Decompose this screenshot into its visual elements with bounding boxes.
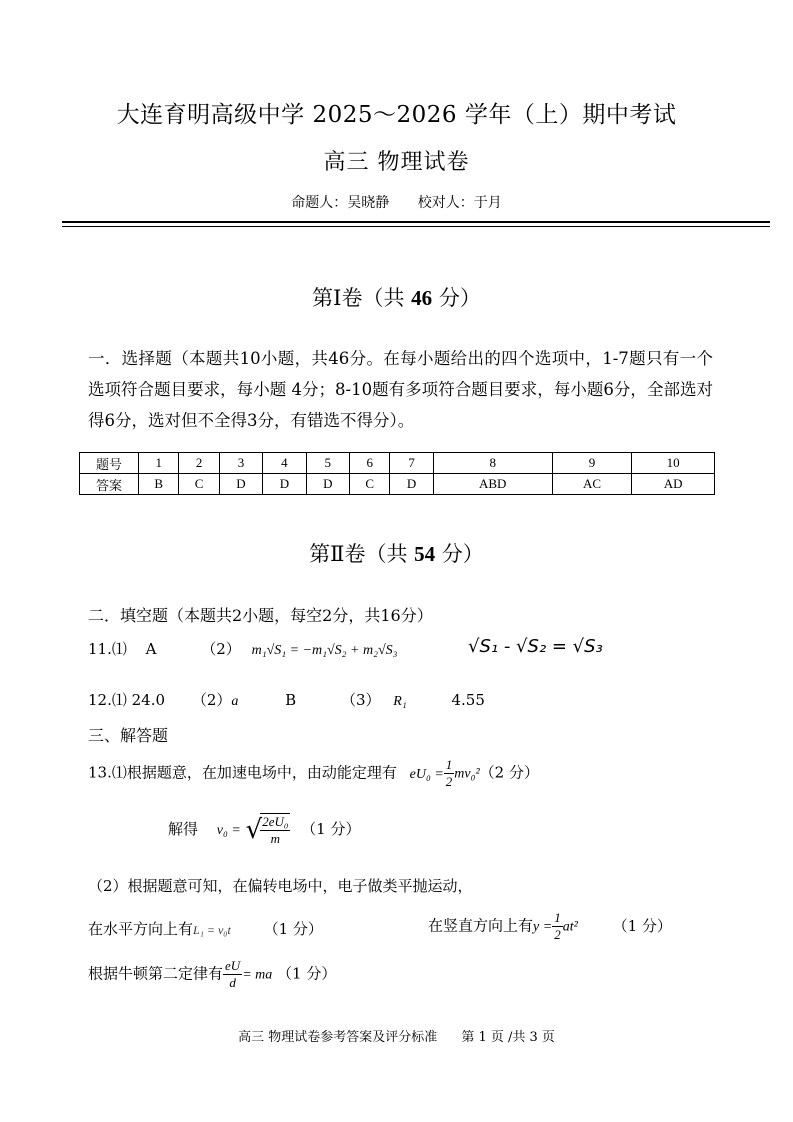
table-cell: 9 [552, 453, 632, 474]
author: 命题人：吴晓静 [291, 195, 390, 211]
table-cell: D [219, 474, 262, 495]
q13-newton-right: = ma [242, 967, 273, 983]
table-cell: C [350, 474, 390, 495]
q13-vert-eq-left: y = [533, 919, 553, 935]
q12-number: 12.⑴ [88, 691, 127, 709]
q13-line-2 [168, 813, 360, 847]
row-label: 答案 [80, 474, 139, 495]
solve-heading: 三、解答题 [88, 726, 169, 745]
q11-sub-2: （2） [201, 640, 241, 658]
q12-sub-3: （3） [340, 691, 381, 709]
table-row-numbers [80, 453, 715, 474]
q11-line [88, 638, 398, 659]
exam-subtitle: 高三 物理试卷 [323, 150, 470, 175]
q13-vert-eq-right: at² [562, 919, 578, 935]
row-label: 题号 [80, 453, 139, 474]
q13-line-1 [88, 757, 539, 790]
header-rule-thick [62, 221, 770, 223]
q12-answer-1: 24.0 [131, 691, 166, 709]
q13-horiz-eq: L₁ = v₀t [193, 923, 231, 937]
table-cell: D [263, 474, 306, 495]
q11-number: 11.⑴ [88, 640, 127, 658]
q13-eq2-fraction: $\frac{\text{2eU₀}}{m}$ [262, 814, 289, 846]
q13-score-3: （1 分） [263, 920, 323, 938]
table-cell: C [179, 474, 219, 495]
table-cell: ABD [433, 474, 552, 495]
q13-score-1: （2 分） [479, 763, 539, 782]
table-cell: B [139, 474, 179, 495]
part1-heading: 第Ⅰ卷（共 46 分） [312, 286, 481, 310]
authors-line [0, 192, 793, 212]
q13-score-2: （1 分） [301, 820, 361, 838]
q13-newton: 根据牛顿第二定律有 $\frac{eU}{d}$ = ma （1 分） [88, 958, 337, 990]
q13-score-4: （1 分） [612, 916, 672, 935]
header-rule-thin [62, 226, 770, 227]
exam-title: 大连育明高级中学 2025～2026 学年（上）期中考试 [116, 102, 677, 128]
table-cell: D [390, 474, 433, 495]
table-cell: 4 [263, 453, 306, 474]
page-footer [0, 1026, 793, 1045]
q13-eq1-fraction: $\frac{1}{2}$ [445, 757, 453, 789]
table-cell: 1 [139, 453, 179, 474]
sqrt-icon: √ [245, 815, 263, 845]
table-cell: 2 [179, 453, 219, 474]
table-cell: 8 [433, 453, 552, 474]
fill-heading: 二．填空题（本题共2小题，每空2分，共16分） [88, 606, 433, 625]
q13-horizontal: 在水平方向上有L₁ = v₀t （1 分） [88, 920, 323, 938]
table-cell: AD [632, 474, 715, 495]
q13-part2-text: （2）根据题意可知，在偏转电场中，电子做类平抛运动， [88, 877, 473, 895]
q13-solve-label: 解得 [168, 820, 199, 838]
table-cell: AC [552, 474, 632, 495]
checker: 校对人：于月 [417, 195, 502, 211]
q13-eq2-left: v₀ = [216, 823, 241, 838]
answer-table [79, 452, 715, 495]
q12-line [88, 689, 485, 710]
part2-heading: 第Ⅱ卷（共 54 分） [309, 542, 484, 566]
table-cell: 10 [632, 453, 715, 474]
q13-vertical: 在竖直方向上有y = $\frac{1}{2}$ at² （1 分） [428, 910, 672, 942]
footer-doc-title: 高三 物理试卷参考答案及评分标准 [238, 1030, 438, 1045]
q12-answer-2a: a [231, 694, 239, 709]
q11-formula-2: √S₁ - √S₂ = √S₃ [468, 636, 603, 657]
q13-score-5: （1 分） [277, 964, 337, 983]
choice-instruction: 一．选择题（本题共10小题，共46分。在每小题给出的四个选项中，1-7题只有一个选项符合题目要求，每小题 4分；8-10题有多项符合题目要求，每小题6分，全部选对得6分，选对但不全得3分，有错选不得分）。 [88, 349, 713, 430]
q11-formula: m₁√S₁ = −m₁√S₂ + m₂√S₃ [251, 643, 398, 658]
q12-answer-3a: R₁ [393, 694, 407, 709]
table-row-answers [80, 474, 715, 495]
table-cell: 7 [390, 453, 433, 474]
footer-page-number: 第 1 页 /共 3 页 [461, 1030, 555, 1045]
q12-sub-2: （2） [191, 691, 232, 709]
q12-answer-3b: 4.55 [451, 691, 485, 709]
q13-eq1-right: mv₀² [454, 766, 480, 782]
table-cell: 5 [306, 453, 349, 474]
table-cell: D [306, 474, 349, 495]
q12-answer-2b: B [285, 691, 297, 709]
q13-newton-fraction: $\frac{eU}{d}$ [225, 958, 241, 990]
q13-vert-fraction: $\frac{1}{2}$ [554, 910, 561, 942]
table-cell: 6 [350, 453, 390, 474]
q13-text-1: 13.⑴根据题意，在加速电场中，由动能定理有 [88, 763, 397, 782]
q11-answer-1: A [145, 640, 157, 658]
q13-eq1-left: eU₀ = [409, 766, 444, 782]
table-cell: 3 [219, 453, 262, 474]
